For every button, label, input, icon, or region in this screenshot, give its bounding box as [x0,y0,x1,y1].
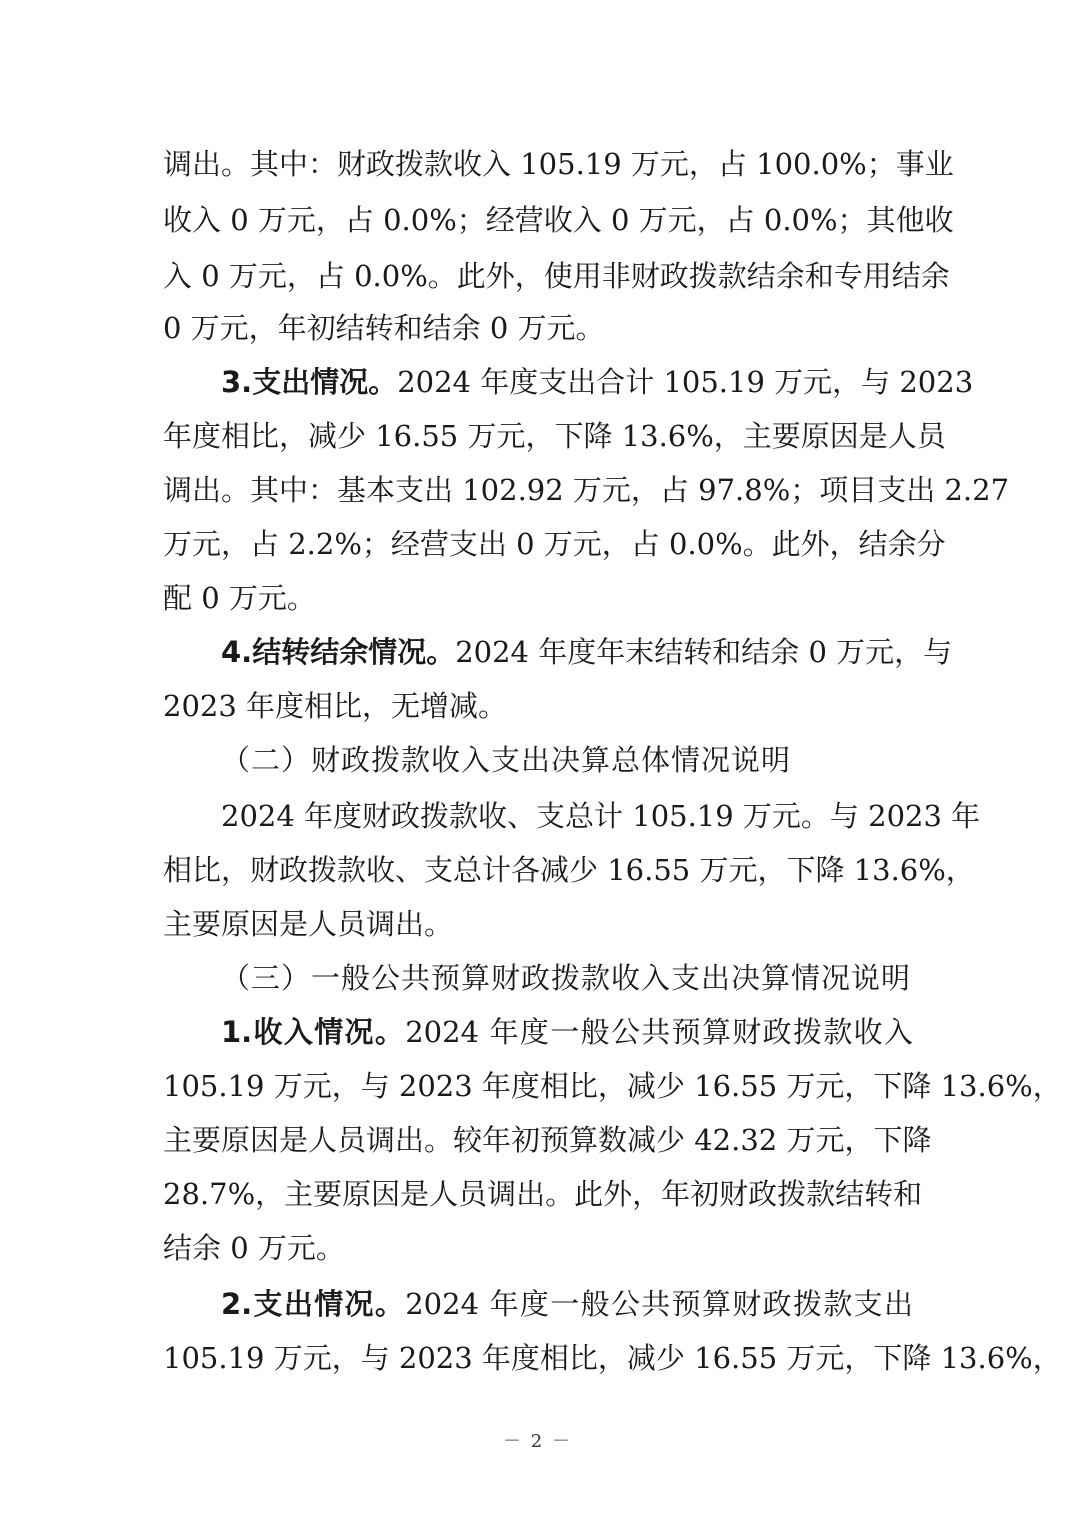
paragraph-line: 105.19 万元，与 2023 年度相比，减少 16.55 万元，下降 13.6%， [163,1069,1062,1103]
paragraph-line: 结余 0 万元。 [163,1231,345,1265]
paragraph-line: 调出。其中：财政拨款收入 105.19 万元，占 100.0%；事业 [163,147,954,181]
paragraph-text: 2024 年度年末结转和结余 0 万元，与 [455,635,953,669]
paragraph-line: 2023 年度相比，无增减。 [163,689,508,723]
paragraph-line: 28.7%，主要原因是人员调出。此外，年初财政拨款结转和 [163,1177,923,1211]
paragraph-line: 2024 年度财政拨款收、支总计 105.19 万元。与 2023 年 [221,799,981,833]
paragraph-line: 调出。其中：基本支出 102.92 万元，占 97.8%；项目支出 2.27 [163,473,1010,507]
paragraph-heading: 4.结转结余情况。 [221,635,456,669]
section-title: （三）一般公共预算财政拨款收入支出决算情况说明 [221,961,912,995]
paragraph-line: 105.19 万元，与 2023 年度相比，减少 16.55 万元，下降 13.6%， [163,1341,1062,1375]
paragraph-line: 主要原因是人员调出。较年初预算数减少 42.32 万元，下降 [163,1123,932,1157]
paragraph-line: 收入 0 万元，占 0.0%；经营收入 0 万元，占 0.0%；其他收 [163,203,954,237]
paragraph-line: 年度相比，减少 16.55 万元，下降 13.6%，主要原因是人员 [163,419,946,453]
paragraph-text: 2024 年度支出合计 105.19 万元，与 2023 [397,365,974,399]
paragraph-text: 2024 年度一般公共预算财政拨款收入 [405,1015,913,1049]
paragraph-heading: 1.收入情况。 [221,1015,406,1049]
paragraph-heading: 3.支出情况。 [221,365,398,399]
paragraph-line: 相比，财政拨款收、支总计各减少 16.55 万元，下降 13.6%， [163,853,975,887]
paragraph-carryover-first-line [221,632,953,672]
paragraph-line: 万元，占 2.2%；经营支出 0 万元，占 0.0%。此外，结余分 [163,527,946,561]
paragraph-spending-first-line [221,1284,913,1324]
paragraph-line: 0 万元，年初结转和结余 0 万元。 [163,311,605,345]
page-number: － 2 － [503,1431,572,1452]
paragraph-line: 主要原因是人员调出。 [163,907,454,941]
paragraph-heading: 2.支出情况。 [221,1287,406,1321]
paragraph-text: 2024 年度一般公共预算财政拨款支出 [405,1287,913,1321]
paragraph-income-first-line [221,1012,913,1052]
section-title: （二）财政拨款收入支出决算总体情况说明 [221,743,792,777]
paragraph-line: 入 0 万元，占 0.0%。此外，使用非财政拨款结余和专用结余 [163,259,950,293]
paragraph-expenditure-first-line [221,362,974,402]
paragraph-line: 配 0 万元。 [163,581,316,615]
